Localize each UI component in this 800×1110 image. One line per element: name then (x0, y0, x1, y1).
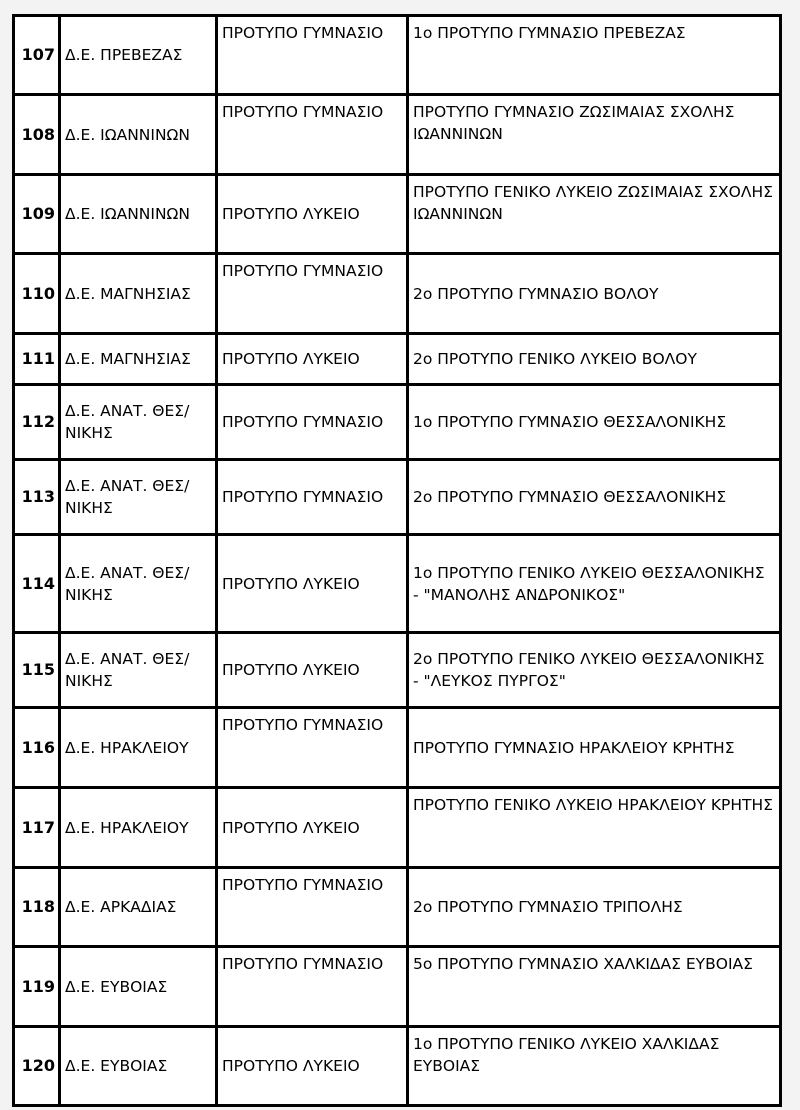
table-row (14, 947, 781, 1027)
school-type-cell: ΠΡΟΤΥΠΟ ΓΥΜΝΑΣΙΟ (217, 95, 408, 175)
directorate-cell: Δ.Ε. ΑΝΑΤ. ΘΕΣ/ΝΙΚΗΣ (60, 633, 217, 708)
table-row (14, 385, 781, 460)
school-type-cell: ΠΡΟΤΥΠΟ ΓΥΜΝΑΣΙΟ (217, 947, 408, 1027)
row-number: 110 (14, 254, 60, 334)
row-number: 107 (14, 16, 60, 95)
school-name-cell: 1ο ΠΡΟΤΥΠΟ ΓΥΜΝΑΣΙΟ ΘΕΣΣΑΛΟΝΙΚΗΣ (408, 385, 781, 460)
directorate-cell: Δ.Ε. ΠΡΕΒΕΖΑΣ (60, 16, 217, 95)
row-number: 112 (14, 385, 60, 460)
directorate-cell: Δ.Ε. ΑΝΑΤ. ΘΕΣ/ΝΙΚΗΣ (60, 385, 217, 460)
row-number: 120 (14, 1027, 60, 1106)
school-name-cell: 5ο ΠΡΟΤΥΠΟ ΓΥΜΝΑΣΙΟ ΧΑΛΚΙΔΑΣ ΕΥΒΟΙΑΣ (408, 947, 781, 1027)
row-number: 116 (14, 708, 60, 788)
table-row (14, 708, 781, 788)
row-number: 117 (14, 788, 60, 868)
directorate-cell: Δ.Ε. ΕΥΒΟΙΑΣ (60, 947, 217, 1027)
table-row (14, 1027, 781, 1106)
school-type-cell: ΠΡΟΤΥΠΟ ΓΥΜΝΑΣΙΟ (217, 708, 408, 788)
table-row (14, 175, 781, 254)
directorate-cell: Δ.Ε. ΗΡΑΚΛΕΙΟΥ (60, 708, 217, 788)
school-type-cell: ΠΡΟΤΥΠΟ ΓΥΜΝΑΣΙΟ (217, 254, 408, 334)
school-name-cell: 2ο ΠΡΟΤΥΠΟ ΓΥΜΝΑΣΙΟ ΘΕΣΣΑΛΟΝΙΚΗΣ (408, 460, 781, 535)
row-number: 118 (14, 868, 60, 947)
school-name-cell: ΠΡΟΤΥΠΟ ΓΥΜΝΑΣΙΟ ΖΩΣΙΜΑΙΑΣ ΣΧΟΛΗΣ ΙΩΑΝΝΙΝΩΝ (408, 95, 781, 175)
school-name-cell: 1ο ΠΡΟΤΥΠΟ ΓΕΝΙΚΟ ΛΥΚΕΙΟ ΧΑΛΚΙΔΑΣ ΕΥΒΟΙΑΣ (408, 1027, 781, 1106)
row-number: 109 (14, 175, 60, 254)
table-row (14, 788, 781, 868)
directorate-cell: Δ.Ε. ΜΑΓΝΗΣΙΑΣ (60, 254, 217, 334)
school-name-cell: 2ο ΠΡΟΤΥΠΟ ΓΕΝΙΚΟ ΛΥΚΕΙΟ ΒΟΛΟΥ (408, 334, 781, 385)
row-number: 115 (14, 633, 60, 708)
schools-table (12, 14, 782, 1107)
row-number: 119 (14, 947, 60, 1027)
school-type-cell: ΠΡΟΤΥΠΟ ΛΥΚΕΙΟ (217, 175, 408, 254)
school-type-cell: ΠΡΟΤΥΠΟ ΓΥΜΝΑΣΙΟ (217, 868, 408, 947)
school-name-cell: 1ο ΠΡΟΤΥΠΟ ΓΕΝΙΚΟ ΛΥΚΕΙΟ ΘΕΣΣΑΛΟΝΙΚΗΣ - "ΜΑΝΟΛΗΣ ΑΝΔΡΟΝΙΚΟΣ" (408, 535, 781, 633)
school-name-cell: 2ο ΠΡΟΤΥΠΟ ΓΥΜΝΑΣΙΟ ΒΟΛΟΥ (408, 254, 781, 334)
school-type-cell: ΠΡΟΤΥΠΟ ΛΥΚΕΙΟ (217, 535, 408, 633)
school-type-cell: ΠΡΟΤΥΠΟ ΓΥΜΝΑΣΙΟ (217, 460, 408, 535)
row-number: 111 (14, 334, 60, 385)
school-type-cell: ΠΡΟΤΥΠΟ ΓΥΜΝΑΣΙΟ (217, 385, 408, 460)
directorate-cell: Δ.Ε. ΜΑΓΝΗΣΙΑΣ (60, 334, 217, 385)
directorate-cell: Δ.Ε. ΑΝΑΤ. ΘΕΣ/ΝΙΚΗΣ (60, 460, 217, 535)
table-row (14, 868, 781, 947)
school-name-cell: 2ο ΠΡΟΤΥΠΟ ΓΕΝΙΚΟ ΛΥΚΕΙΟ ΘΕΣΣΑΛΟΝΙΚΗΣ - "ΛΕΥΚΟΣ ΠΥΡΓΟΣ" (408, 633, 781, 708)
table-row (14, 334, 781, 385)
table-row (14, 16, 781, 95)
school-type-cell: ΠΡΟΤΥΠΟ ΛΥΚΕΙΟ (217, 1027, 408, 1106)
school-name-cell: ΠΡΟΤΥΠΟ ΓΥΜΝΑΣΙΟ ΗΡΑΚΛΕΙΟΥ ΚΡΗΤΗΣ (408, 708, 781, 788)
table-row (14, 535, 781, 633)
directorate-cell: Δ.Ε. ΑΡΚΑΔΙΑΣ (60, 868, 217, 947)
directorate-cell: Δ.Ε. ΙΩΑΝΝΙΝΩΝ (60, 95, 217, 175)
table-row (14, 95, 781, 175)
school-type-cell: ΠΡΟΤΥΠΟ ΛΥΚΕΙΟ (217, 788, 408, 868)
school-name-cell: 1ο ΠΡΟΤΥΠΟ ΓΥΜΝΑΣΙΟ ΠΡΕΒΕΖΑΣ (408, 16, 781, 95)
row-number: 113 (14, 460, 60, 535)
school-type-cell: ΠΡΟΤΥΠΟ ΛΥΚΕΙΟ (217, 334, 408, 385)
school-name-cell: ΠΡΟΤΥΠΟ ΓΕΝΙΚΟ ΛΥΚΕΙΟ ΖΩΣΙΜΑΙΑΣ ΣΧΟΛΗΣ ΙΩΑΝΝΙΝΩΝ (408, 175, 781, 254)
table-row (14, 633, 781, 708)
directorate-cell: Δ.Ε. ΗΡΑΚΛΕΙΟΥ (60, 788, 217, 868)
row-number: 108 (14, 95, 60, 175)
school-type-cell: ΠΡΟΤΥΠΟ ΛΥΚΕΙΟ (217, 633, 408, 708)
school-name-cell: 2ο ΠΡΟΤΥΠΟ ΓΥΜΝΑΣΙΟ ΤΡΙΠΟΛΗΣ (408, 868, 781, 947)
directorate-cell: Δ.Ε. ΙΩΑΝΝΙΝΩΝ (60, 175, 217, 254)
school-name-cell: ΠΡΟΤΥΠΟ ΓΕΝΙΚΟ ΛΥΚΕΙΟ ΗΡΑΚΛΕΙΟΥ ΚΡΗΤΗΣ (408, 788, 781, 868)
directorate-cell: Δ.Ε. ΑΝΑΤ. ΘΕΣ/ΝΙΚΗΣ (60, 535, 217, 633)
row-number: 114 (14, 535, 60, 633)
school-type-cell: ΠΡΟΤΥΠΟ ΓΥΜΝΑΣΙΟ (217, 16, 408, 95)
table-row (14, 254, 781, 334)
directorate-cell: Δ.Ε. ΕΥΒΟΙΑΣ (60, 1027, 217, 1106)
table-row (14, 460, 781, 535)
